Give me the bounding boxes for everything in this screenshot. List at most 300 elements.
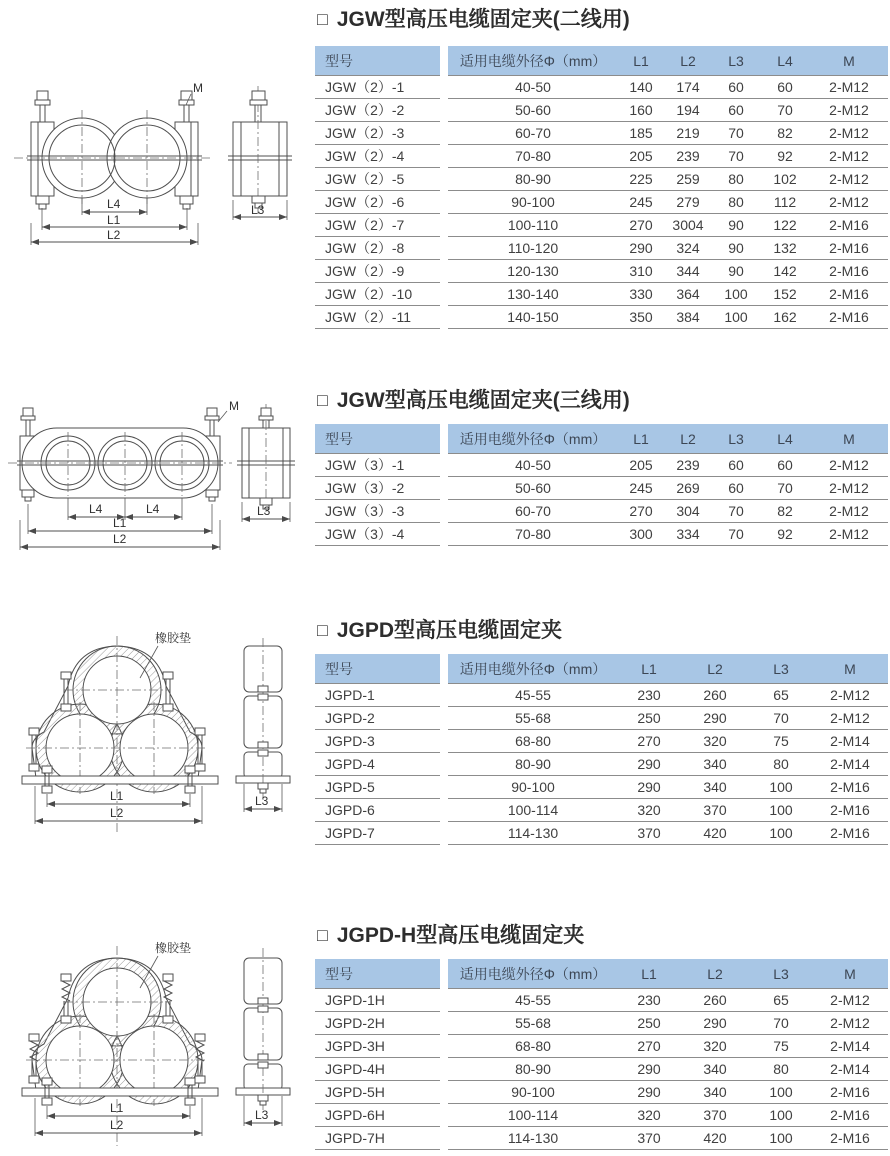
data-cell: 2-M14 xyxy=(812,730,888,753)
jgw3-technical-drawing xyxy=(0,400,310,562)
data-cell: 330 xyxy=(618,283,664,306)
data-cell: 225 xyxy=(618,168,664,191)
data-cell: 2-M16 xyxy=(812,1081,888,1104)
data-cell: 100 xyxy=(750,1081,812,1104)
dim-label-l3: L3 xyxy=(255,1108,269,1122)
data-cell: 290 xyxy=(618,776,680,799)
data-cell: 100 xyxy=(750,799,812,822)
column-gap xyxy=(440,477,448,500)
data-cell: 70-80 xyxy=(448,145,618,168)
model-cell: JGPD-3H xyxy=(315,1035,440,1058)
data-cell: 259 xyxy=(664,168,712,191)
model-cell: JGPD-4H xyxy=(315,1058,440,1081)
model-cell: JGW（2）-7 xyxy=(315,214,440,237)
column-gap xyxy=(440,959,448,989)
model-cell: JGPD-1H xyxy=(315,989,440,1012)
column-gap xyxy=(440,753,448,776)
data-cell: 2-M12 xyxy=(810,168,888,191)
data-cell: 114-130 xyxy=(448,822,618,845)
model-cell: JGW（2）-5 xyxy=(315,168,440,191)
column-gap xyxy=(440,1081,448,1104)
data-cell: 68-80 xyxy=(448,730,618,753)
column-gap xyxy=(440,168,448,191)
column-gap xyxy=(440,1035,448,1058)
table-jgw-three-wire xyxy=(315,424,888,546)
table-body xyxy=(315,989,888,1150)
data-cell: 239 xyxy=(664,145,712,168)
data-cell: 2-M14 xyxy=(812,1058,888,1081)
data-cell: 2-M12 xyxy=(810,122,888,145)
dim-label-l3: L3 xyxy=(255,794,269,808)
column-gap xyxy=(440,1127,448,1150)
data-cell: 90 xyxy=(712,260,760,283)
header-cell: L2 xyxy=(680,654,750,684)
model-cell: JGW（2）-1 xyxy=(315,76,440,99)
data-cell: 80 xyxy=(712,191,760,214)
header-cell: M xyxy=(810,424,888,454)
rubber-pad-label: 橡胶垫 xyxy=(155,941,192,955)
header-cell: L2 xyxy=(664,46,712,76)
dim-label-l2: L2 xyxy=(110,806,124,820)
model-cell: JGPD-5H xyxy=(315,1081,440,1104)
data-cell: 60 xyxy=(712,477,760,500)
data-cell: 50-60 xyxy=(448,477,618,500)
column-gap xyxy=(440,99,448,122)
header-cell-model: 型号 xyxy=(315,654,440,684)
data-cell: 260 xyxy=(680,684,750,707)
section-2-title-text: JGW型高压电缆固定夹(三线用) xyxy=(336,389,630,412)
dim-label-l3: L3 xyxy=(257,504,271,518)
header-cell: L3 xyxy=(750,654,812,684)
data-cell: 100-114 xyxy=(448,799,618,822)
data-cell: 114-130 xyxy=(448,1127,618,1150)
data-cell: 2-M16 xyxy=(812,822,888,845)
data-cell: 239 xyxy=(664,454,712,477)
square-bullet-icon: □ xyxy=(317,925,328,945)
data-cell: 320 xyxy=(618,799,680,822)
model-cell: JGPD-7H xyxy=(315,1127,440,1150)
square-bullet-icon: □ xyxy=(317,9,328,29)
data-cell: 90 xyxy=(712,237,760,260)
data-cell: 60-70 xyxy=(448,122,618,145)
data-cell: 340 xyxy=(680,753,750,776)
data-cell: 100 xyxy=(712,283,760,306)
data-cell: 90 xyxy=(712,214,760,237)
data-cell: 2-M12 xyxy=(810,145,888,168)
data-cell: 300 xyxy=(618,523,664,546)
model-cell: JGW（3）-2 xyxy=(315,477,440,500)
data-cell: 100 xyxy=(750,1127,812,1150)
column-gap xyxy=(440,454,448,477)
header-cell: L4 xyxy=(760,424,810,454)
table-row xyxy=(315,1058,888,1081)
base-plate xyxy=(22,1088,218,1096)
header-cell-model: 型号 xyxy=(315,424,440,454)
data-cell: 55-68 xyxy=(448,1012,618,1035)
model-cell: JGPD-2H xyxy=(315,1012,440,1035)
section-4-title xyxy=(317,919,584,949)
table-row xyxy=(315,730,888,753)
data-cell: 130-140 xyxy=(448,283,618,306)
data-cell: 250 xyxy=(618,1012,680,1035)
data-cell: 142 xyxy=(760,260,810,283)
table-body xyxy=(315,684,888,845)
data-cell: 290 xyxy=(618,1081,680,1104)
column-gap xyxy=(440,76,448,99)
table-row xyxy=(315,1081,888,1104)
table-row xyxy=(315,168,888,191)
column-gap xyxy=(440,500,448,523)
column-gap xyxy=(440,523,448,546)
dim-label-l1: L1 xyxy=(110,789,124,803)
header-cell: 适用电缆外径Φ（mm） xyxy=(448,46,618,76)
dim-label-l4: L4 xyxy=(107,197,121,211)
model-cell: JGW（2）-8 xyxy=(315,237,440,260)
data-cell: 80-90 xyxy=(448,753,618,776)
data-cell: 230 xyxy=(618,989,680,1012)
section-2-title xyxy=(317,384,630,414)
dim-label-m: M xyxy=(193,81,203,95)
table-row xyxy=(315,99,888,122)
header-cell-model: 型号 xyxy=(315,959,440,989)
data-cell: 334 xyxy=(664,523,712,546)
table-row xyxy=(315,1035,888,1058)
data-cell: 2-M16 xyxy=(812,799,888,822)
data-cell: 92 xyxy=(760,523,810,546)
table-row xyxy=(315,214,888,237)
table-row xyxy=(315,306,888,329)
drawing-jgpd-h xyxy=(0,936,310,1154)
dim-label-l2: L2 xyxy=(107,228,121,242)
dim-label-l4b: L4 xyxy=(146,502,160,516)
data-cell: 102 xyxy=(760,168,810,191)
data-cell: 2-M16 xyxy=(810,260,888,283)
jgw2-technical-drawing xyxy=(0,78,310,248)
data-cell: 70 xyxy=(712,523,760,546)
data-cell: 350 xyxy=(618,306,664,329)
data-cell: 60 xyxy=(712,454,760,477)
dim-label-l2: L2 xyxy=(113,532,127,546)
column-gap xyxy=(440,707,448,730)
data-cell: 270 xyxy=(618,214,664,237)
data-cell: 100 xyxy=(750,776,812,799)
data-cell: 279 xyxy=(664,191,712,214)
column-gap xyxy=(440,776,448,799)
data-cell: 340 xyxy=(680,1058,750,1081)
data-cell: 290 xyxy=(680,1012,750,1035)
data-cell: 100-114 xyxy=(448,1104,618,1127)
data-cell: 194 xyxy=(664,99,712,122)
data-cell: 90-100 xyxy=(448,1081,618,1104)
data-cell: 370 xyxy=(680,1104,750,1127)
data-cell: 70 xyxy=(760,99,810,122)
data-cell: 269 xyxy=(664,477,712,500)
model-cell: JGPD-2 xyxy=(315,707,440,730)
table-jgw-two-wire xyxy=(315,46,888,329)
data-cell: 80-90 xyxy=(448,168,618,191)
data-cell: 140-150 xyxy=(448,306,618,329)
table-jgpd xyxy=(315,654,888,845)
drawing-jgpd xyxy=(0,628,310,843)
data-cell: 100 xyxy=(750,1104,812,1127)
column-gap xyxy=(440,145,448,168)
column-gap xyxy=(440,799,448,822)
data-cell: 230 xyxy=(618,684,680,707)
dim-label-l4a: L4 xyxy=(89,502,103,516)
table-header xyxy=(315,654,888,684)
data-cell: 45-55 xyxy=(448,684,618,707)
data-cell: 100 xyxy=(750,822,812,845)
column-gap xyxy=(440,424,448,454)
table-row xyxy=(315,122,888,145)
column-gap xyxy=(440,654,448,684)
data-cell: 82 xyxy=(760,500,810,523)
header-cell: 适用电缆外径Φ（mm） xyxy=(448,654,618,684)
data-cell: 320 xyxy=(618,1104,680,1127)
table-row xyxy=(315,145,888,168)
data-cell: 250 xyxy=(618,707,680,730)
model-cell: JGPD-6H xyxy=(315,1104,440,1127)
column-gap xyxy=(440,1058,448,1081)
data-cell: 2-M12 xyxy=(810,477,888,500)
data-cell: 110-120 xyxy=(448,237,618,260)
table-row xyxy=(315,707,888,730)
data-cell: 2-M12 xyxy=(810,500,888,523)
header-cell: M xyxy=(810,46,888,76)
data-cell: 324 xyxy=(664,237,712,260)
data-cell: 70 xyxy=(750,1012,812,1035)
data-cell: 2-M12 xyxy=(810,191,888,214)
model-cell: JGPD-4 xyxy=(315,753,440,776)
data-cell: 310 xyxy=(618,260,664,283)
side-view xyxy=(228,86,292,214)
data-cell: 344 xyxy=(664,260,712,283)
data-cell: 100 xyxy=(712,306,760,329)
dim-label-l1: L1 xyxy=(107,213,121,227)
table-row xyxy=(315,822,888,845)
table-body xyxy=(315,76,888,329)
table-header xyxy=(315,46,888,76)
header-cell: L2 xyxy=(664,424,712,454)
data-cell: 140 xyxy=(618,76,664,99)
rubber-pad-label: 橡胶垫 xyxy=(155,631,192,645)
data-cell: 290 xyxy=(618,237,664,260)
table-row xyxy=(315,477,888,500)
data-cell: 185 xyxy=(618,122,664,145)
data-cell: 65 xyxy=(750,684,812,707)
data-cell: 162 xyxy=(760,306,810,329)
header-cell: L2 xyxy=(680,959,750,989)
data-cell: 290 xyxy=(618,1058,680,1081)
data-cell: 112 xyxy=(760,191,810,214)
header-cell: 适用电缆外径Φ（mm） xyxy=(448,424,618,454)
model-cell: JGW（3）-4 xyxy=(315,523,440,546)
jgpd-h-technical-drawing xyxy=(0,936,310,1154)
header-cell: L1 xyxy=(618,959,680,989)
data-cell: 270 xyxy=(618,730,680,753)
data-cell: 270 xyxy=(618,1035,680,1058)
data-cell: 245 xyxy=(618,477,664,500)
data-cell: 2-M14 xyxy=(812,1035,888,1058)
data-cell: 2-M16 xyxy=(812,776,888,799)
header-cell: L3 xyxy=(712,424,760,454)
header-cell-model: 型号 xyxy=(315,46,440,76)
table-row xyxy=(315,799,888,822)
column-gap xyxy=(440,684,448,707)
column-gap xyxy=(440,989,448,1012)
data-cell: 70 xyxy=(712,145,760,168)
model-cell: JGPD-6 xyxy=(315,799,440,822)
data-cell: 420 xyxy=(680,822,750,845)
data-cell: 75 xyxy=(750,730,812,753)
data-cell: 340 xyxy=(680,1081,750,1104)
table-row xyxy=(315,500,888,523)
data-cell: 270 xyxy=(618,500,664,523)
data-cell: 2-M16 xyxy=(810,237,888,260)
data-cell: 290 xyxy=(618,753,680,776)
data-cell: 2-M12 xyxy=(810,454,888,477)
data-cell: 80 xyxy=(750,753,812,776)
table-body xyxy=(315,454,888,546)
model-cell: JGPD-7 xyxy=(315,822,440,845)
table-row xyxy=(315,753,888,776)
section-1-title xyxy=(317,3,630,33)
header-cell: L1 xyxy=(618,424,664,454)
data-cell: 370 xyxy=(680,799,750,822)
model-cell: JGW（2）-6 xyxy=(315,191,440,214)
dim-label-l1: L1 xyxy=(110,1101,124,1115)
drawing-jgw-three-wire xyxy=(0,400,310,562)
data-cell: 70 xyxy=(712,500,760,523)
data-cell: 70-80 xyxy=(448,523,618,546)
data-cell: 370 xyxy=(618,822,680,845)
dim-label-m: M xyxy=(229,400,239,413)
data-cell: 82 xyxy=(760,122,810,145)
table-row xyxy=(315,776,888,799)
column-gap xyxy=(440,237,448,260)
data-cell: 245 xyxy=(618,191,664,214)
data-cell: 70 xyxy=(750,707,812,730)
data-cell: 384 xyxy=(664,306,712,329)
side-view xyxy=(236,948,290,1112)
model-cell: JGW（2）-9 xyxy=(315,260,440,283)
data-cell: 205 xyxy=(618,145,664,168)
data-cell: 219 xyxy=(664,122,712,145)
header-cell: 适用电缆外径Φ（mm） xyxy=(448,959,618,989)
data-cell: 2-M12 xyxy=(810,76,888,99)
data-cell: 364 xyxy=(664,283,712,306)
data-cell: 65 xyxy=(750,989,812,1012)
column-gap xyxy=(440,822,448,845)
data-cell: 80 xyxy=(750,1058,812,1081)
data-cell: 160 xyxy=(618,99,664,122)
data-cell: 2-M12 xyxy=(812,989,888,1012)
data-cell: 80-90 xyxy=(448,1058,618,1081)
data-cell: 205 xyxy=(618,454,664,477)
data-cell: 75 xyxy=(750,1035,812,1058)
side-view xyxy=(236,638,290,800)
data-cell: 68-80 xyxy=(448,1035,618,1058)
model-cell: JGW（2）-3 xyxy=(315,122,440,145)
column-gap xyxy=(440,730,448,753)
column-gap xyxy=(440,46,448,76)
data-cell: 60 xyxy=(712,76,760,99)
table-row xyxy=(315,283,888,306)
data-cell: 40-50 xyxy=(448,454,618,477)
model-cell: JGW（2）-2 xyxy=(315,99,440,122)
data-cell: 50-60 xyxy=(448,99,618,122)
data-cell: 320 xyxy=(680,730,750,753)
data-cell: 55-68 xyxy=(448,707,618,730)
model-cell: JGW（2）-4 xyxy=(315,145,440,168)
section-3-title-text: JGPD型高压电缆固定夹 xyxy=(336,619,563,642)
data-cell: 100-110 xyxy=(448,214,618,237)
table-row xyxy=(315,684,888,707)
table-row xyxy=(315,454,888,477)
column-gap xyxy=(440,260,448,283)
model-cell: JGW（3）-1 xyxy=(315,454,440,477)
table-row xyxy=(315,76,888,99)
section-3-title xyxy=(317,614,562,644)
data-cell: 40-50 xyxy=(448,76,618,99)
data-cell: 132 xyxy=(760,237,810,260)
table-row xyxy=(315,989,888,1012)
column-gap xyxy=(440,283,448,306)
table-header xyxy=(315,424,888,454)
square-bullet-icon: □ xyxy=(317,390,328,410)
table-row xyxy=(315,1127,888,1150)
model-cell: JGW（2）-11 xyxy=(315,306,440,329)
column-gap xyxy=(440,1012,448,1035)
data-cell: 2-M16 xyxy=(812,1104,888,1127)
data-cell: 174 xyxy=(664,76,712,99)
data-cell: 2-M12 xyxy=(812,707,888,730)
drawing-jgw-two-wire xyxy=(0,78,310,248)
data-cell: 340 xyxy=(680,776,750,799)
model-cell: JGW（2）-10 xyxy=(315,283,440,306)
header-cell: M xyxy=(812,654,888,684)
data-cell: 90-100 xyxy=(448,776,618,799)
table-row xyxy=(315,523,888,546)
dim-label-l1: L1 xyxy=(113,516,127,530)
table-row xyxy=(315,260,888,283)
data-cell: 320 xyxy=(680,1035,750,1058)
data-cell: 152 xyxy=(760,283,810,306)
header-cell: L3 xyxy=(712,46,760,76)
header-cell: L3 xyxy=(750,959,812,989)
table-header xyxy=(315,959,888,989)
data-cell: 2-M12 xyxy=(812,684,888,707)
model-cell: JGPD-5 xyxy=(315,776,440,799)
column-gap xyxy=(440,306,448,329)
data-cell: 122 xyxy=(760,214,810,237)
column-gap xyxy=(440,1104,448,1127)
data-cell: 120-130 xyxy=(448,260,618,283)
column-gap xyxy=(440,214,448,237)
data-cell: 3004 xyxy=(664,214,712,237)
table-jgpd-h xyxy=(315,959,888,1150)
data-cell: 60 xyxy=(760,454,810,477)
column-gap xyxy=(440,122,448,145)
data-cell: 90-100 xyxy=(448,191,618,214)
header-cell: L1 xyxy=(618,654,680,684)
data-cell: 290 xyxy=(680,707,750,730)
data-cell: 304 xyxy=(664,500,712,523)
square-bullet-icon: □ xyxy=(317,620,328,640)
data-cell: 2-M16 xyxy=(810,283,888,306)
data-cell: 2-M16 xyxy=(812,1127,888,1150)
data-cell: 70 xyxy=(760,477,810,500)
